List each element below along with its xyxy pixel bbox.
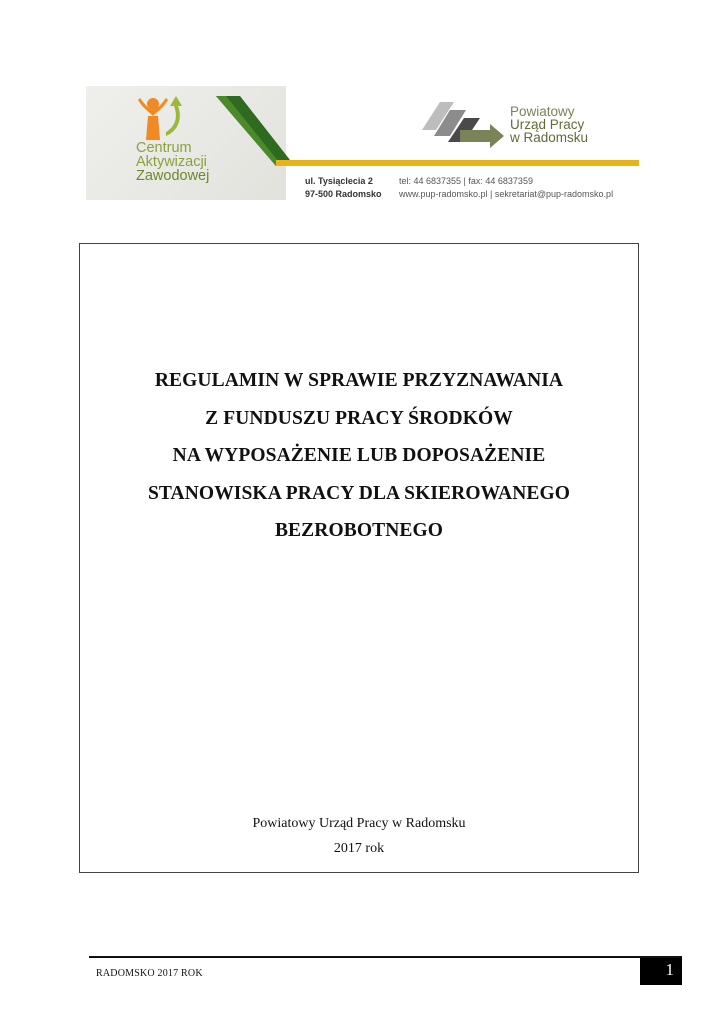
centrum-logo-line: Centrum — [136, 140, 192, 156]
centrum-logo-line: Zawodowej — [136, 168, 210, 184]
issuer-block — [80, 811, 638, 861]
contact-line: tel: 44 6837355 | fax: 44 6837359 — [399, 176, 533, 186]
issue-year: 2017 rok — [333, 841, 385, 856]
contact-line: www.pup-radomsko.pl | sekretariat@pup-radomsko.pl — [399, 189, 614, 199]
pup-logo-line: Powiatowy — [510, 104, 575, 119]
header-banner — [86, 86, 639, 200]
pup-logo-line: w Radomsku — [510, 130, 589, 145]
pup-logo-text — [510, 105, 588, 144]
issuer-name: Powiatowy Urząd Pracy w Radomsku — [252, 816, 466, 831]
arrow-blocks-logo-icon — [420, 96, 508, 152]
title-page-frame — [79, 243, 639, 873]
document-title — [80, 362, 638, 550]
title-line: REGULAMIN W SPRAWIE PRZYZNAWANIA — [154, 370, 564, 391]
title-line: NA WYPOSAŻENIE LUB DOPOSAŻENIE — [172, 445, 546, 466]
centrum-logo-line: Aktywizacji — [136, 154, 207, 170]
title-line: BEZROBOTNEGO — [274, 520, 444, 541]
address-line: ul. Tysiąclecia 2 — [305, 176, 373, 186]
office-contact — [399, 175, 613, 201]
footer-divider — [89, 956, 682, 958]
person-figure-logo-icon — [136, 96, 188, 144]
footer-text: RADOMSKO 2017 ROK — [96, 968, 203, 979]
address-line: 97-500 Radomsko — [305, 189, 382, 199]
title-line: STANOWISKA PRACY DLA SKIEROWANEGO — [147, 482, 571, 504]
office-address — [305, 175, 382, 201]
page-number: 1 — [640, 958, 682, 985]
pup-logo-line: Urząd Pracy — [510, 117, 585, 132]
yellow-accent-bar — [276, 160, 639, 166]
title-line: Z FUNDUSZU PRACY ŚRODKÓW — [205, 407, 513, 429]
centrum-logo-text — [136, 141, 209, 183]
